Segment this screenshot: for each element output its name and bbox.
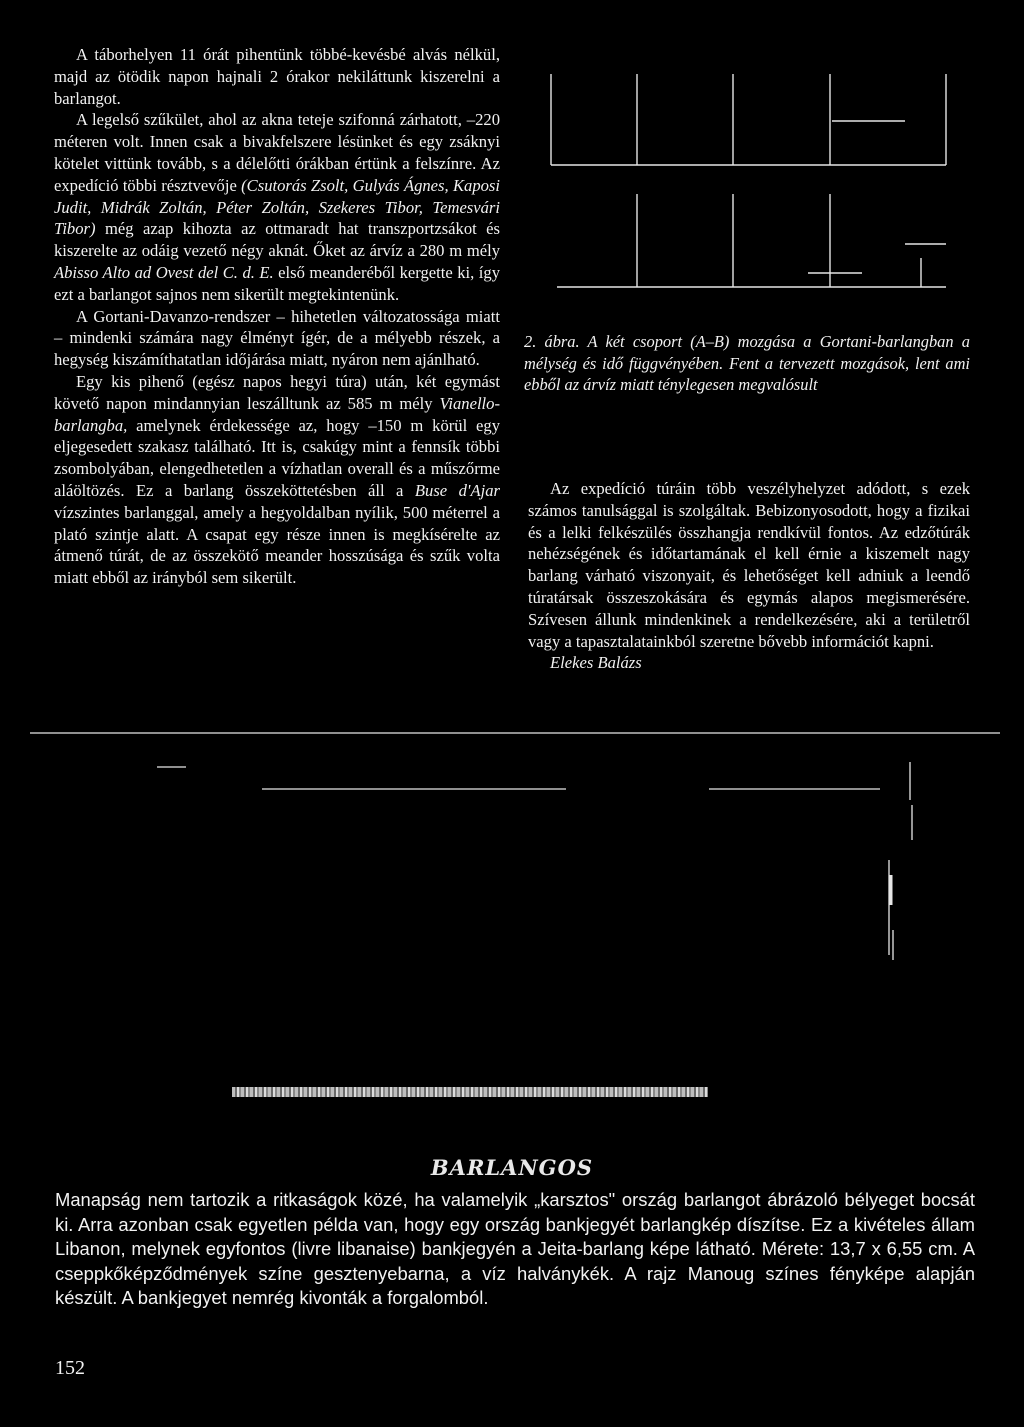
paragraph-2-part-a: A legelső szűkület, ahol az akna teteje szifonná zárhatott, –220 méteren volt. Innen csak a bivakfelszere lésünket és egy zsáknyi kötelet vittünk tovább, s a délelőtti órákban értünk a felszínre. Az expedíció többi résztvevője [54,110,500,195]
paragraph-4-part-b: amelynek érdekessége az, hogy –150 m körül egy eljegesedett szakasz található. Itt is, csakúgy mint a fennsík többi zsombolyában, elengedhetetlen a vízhatlan overall és a műszőrme aláöltözés. Ez a barlang összeköttetésben áll a [54,415,500,500]
paragraph-2-part-c: első meanderéből kergette ki, így ezt a barlangot sajnos nem sikerült megtekintenünk. [54,262,500,304]
cave-name-abisso: Abisso Alto ad Ovest del C. d. E. [54,262,274,282]
banknote-image-strip [232,1087,708,1097]
barlangos-title: BARLANGOS [430,1155,594,1180]
paragraph-1: A táborhelyen 11 órát pihentünk többé-kevésbé alvás nélkül, majd az ötödik napon hajnali 2 órakor nekiláttunk kiszerelni a barlangot. [54,45,500,108]
cave-name-vianello: Vianello-barlangba, [54,393,500,435]
right-article-column [528,478,970,674]
figure-caption: 2. ábra. A két csoport (A–B) mozgása a Gortani-barlangban a mélység és idő függvényében. Fent a tervezett mozgások, lent ami ebből az árvíz miatt ténylegesen megvalósult [524,332,970,395]
page-number: 152 [55,1357,85,1379]
paragraph-2-part-b: még azap kihozta az ottmaradt hat transzportzsákot és kiszerelte az odáig vezető négy aknát. Őket az árvíz a 280 m mély [54,219,500,261]
paragraph-4-part-a: Egy kis pihenő (egész napos hegyi túra) után, két egymást követő napon mindannyian leszálltunk az 585 m mély [54,371,500,413]
cave-name-buse: Buse d'Ajar [414,480,500,500]
barlangos-text: Manapság nem tartozik a ritkaságok közé, ha valamelyik „karsztos" ország barlangot ábrázoló bélyeget bocsát ki. Arra azonban csak egyetlen példa van, hogy egy ország bankjegyét barlangkép díszítse. Ez a kivételes állam Libanon, melynek egyfontos (livre libanaise) bankjegyén a Jeita-barlang képe látható. Mérete: 13,7 x 6,55 cm. A cseppkőképződmények színe gesztenyebarna, a víz halványkék. A rajz Manoug színes fényképe alapján készült. A bankjegyet nemrég kivonták a forgalomból. [55,1189,975,1309]
author-signature: Elekes Balázs [550,653,642,673]
paragraph-3: A Gortani-Davanzo-rendszer – hihetetlen változatossága miatt – mindenki számára nagy élményt ígér, de a mélyebb részek, a hegység kiszámíthatatlan időjárása miatt, nyáron nem ajánlható. [54,306,500,370]
paragraph-4-part-c: vízszintes barlanggal, amely a hegyoldalban nyílik, 500 méterrel a plató szintje alatt. A csapat egy része innen is megkísérelte az átmenő túrát, de az összekötő meander hosszúsága és szűk volta miatt ebből az irányból sem sikerült. [54,502,500,588]
participant-names: (Csutorás Zsolt, Gulyás Ágnes, Kaposi Judit, Midrák Zoltán, Péter Zoltán, Szekeres Tibor, Temesvári Tibor) [54,175,500,239]
right-paragraph: Az expedíció túráin több veszélyhelyzet adódott, s ezek számos tanulsággal is szolgáltak. Bebizonyosodott, hogy a fizikai és a lelki felkészülés összhangja rendkívül fontos. Az edzőtúrák nehézségének és időtartamának el kell érnie a kiszemelt nagy barlang várható viszonyait, és lehetőséget kell adniuk a leendő túratársak összeszokására és egymás alapos megismerésére. Szívesen állunk mindenkinek a rendelkezésére, aki a területről vagy a tapasztalatainkból szeretne bővebb információt kapni. [528,479,970,651]
